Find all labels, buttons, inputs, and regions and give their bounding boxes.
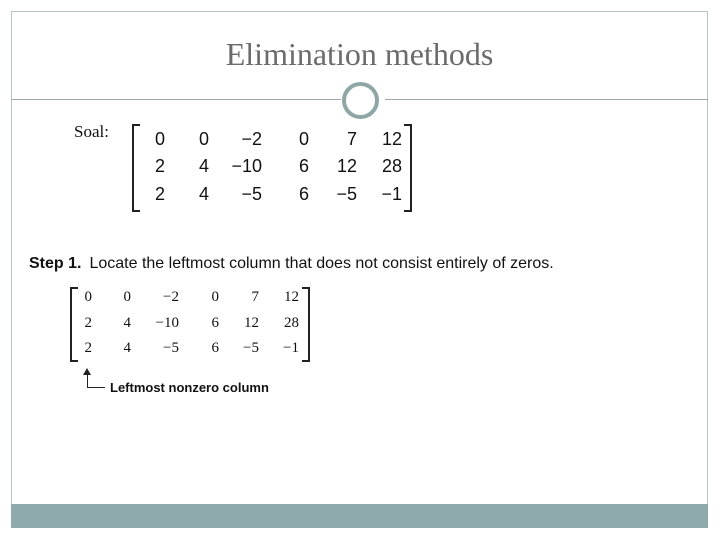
- matrix-cell: −10: [231, 156, 262, 176]
- matrix-cell: −5: [243, 340, 259, 356]
- title-rule-left: [11, 99, 341, 100]
- matrix-cell: 28: [381, 156, 402, 176]
- matrix-cell: 2: [84, 315, 92, 331]
- matrix-cell: 4: [123, 315, 131, 331]
- leftmost-column-note: Leftmost nonzero column: [110, 380, 269, 395]
- matrix-cell: 0: [84, 289, 92, 305]
- step-label: Step 1.: [29, 255, 82, 272]
- matrix-cell: −5: [241, 184, 262, 204]
- matrix-cell: −1: [381, 184, 402, 204]
- matrix-step: [70, 287, 310, 362]
- matrix-bracket-right: [404, 124, 412, 212]
- decorative-circle-icon: [342, 82, 379, 119]
- matrix-cell: 0: [154, 129, 165, 149]
- matrix-cell: 0: [211, 289, 219, 305]
- matrix-cell: 12: [336, 156, 357, 176]
- matrix-cell: 4: [198, 156, 209, 176]
- matrix-cell: −5: [336, 184, 357, 204]
- matrix-cell: 12: [381, 129, 402, 149]
- soal-label: Soal:: [74, 122, 109, 141]
- matrix-cell: 4: [123, 340, 131, 356]
- step-text: Locate the leftmost column that does not consist entirely of zeros.: [89, 255, 554, 272]
- matrix-cell: 12: [244, 315, 259, 331]
- matrix-cell: 2: [154, 156, 165, 176]
- matrix-cell: 6: [298, 184, 309, 204]
- matrix-cell: −2: [241, 129, 262, 149]
- matrix-cell: 6: [211, 340, 219, 356]
- matrix-cell: 6: [298, 156, 309, 176]
- matrix-cell: 12: [284, 289, 299, 305]
- matrix-cell: 0: [123, 289, 131, 305]
- arrow-leader: [87, 387, 105, 388]
- matrix-cell: 0: [198, 129, 209, 149]
- matrix-cell: 6: [211, 315, 219, 331]
- matrix-main: [132, 124, 412, 212]
- matrix-cell: −2: [163, 289, 179, 305]
- matrix-cell: −10: [155, 315, 179, 331]
- slide-title: Elimination methods: [225, 36, 494, 72]
- matrix-cell: 4: [198, 184, 209, 204]
- step-1: [29, 255, 554, 273]
- matrix-cell: 2: [154, 184, 165, 204]
- matrix-cell: 0: [298, 129, 309, 149]
- matrix-cell: 7: [251, 289, 259, 305]
- matrix-cell: 7: [346, 129, 357, 149]
- arrow-shaft: [87, 372, 88, 388]
- title-rule-right: [385, 99, 708, 100]
- matrix-bracket-right: [302, 287, 310, 362]
- matrix-cell: 28: [284, 315, 299, 331]
- matrix-cell: −5: [163, 340, 179, 356]
- matrix-cell: 2: [84, 340, 92, 356]
- footer-bar: [11, 504, 708, 528]
- matrix-cell: −1: [283, 340, 299, 356]
